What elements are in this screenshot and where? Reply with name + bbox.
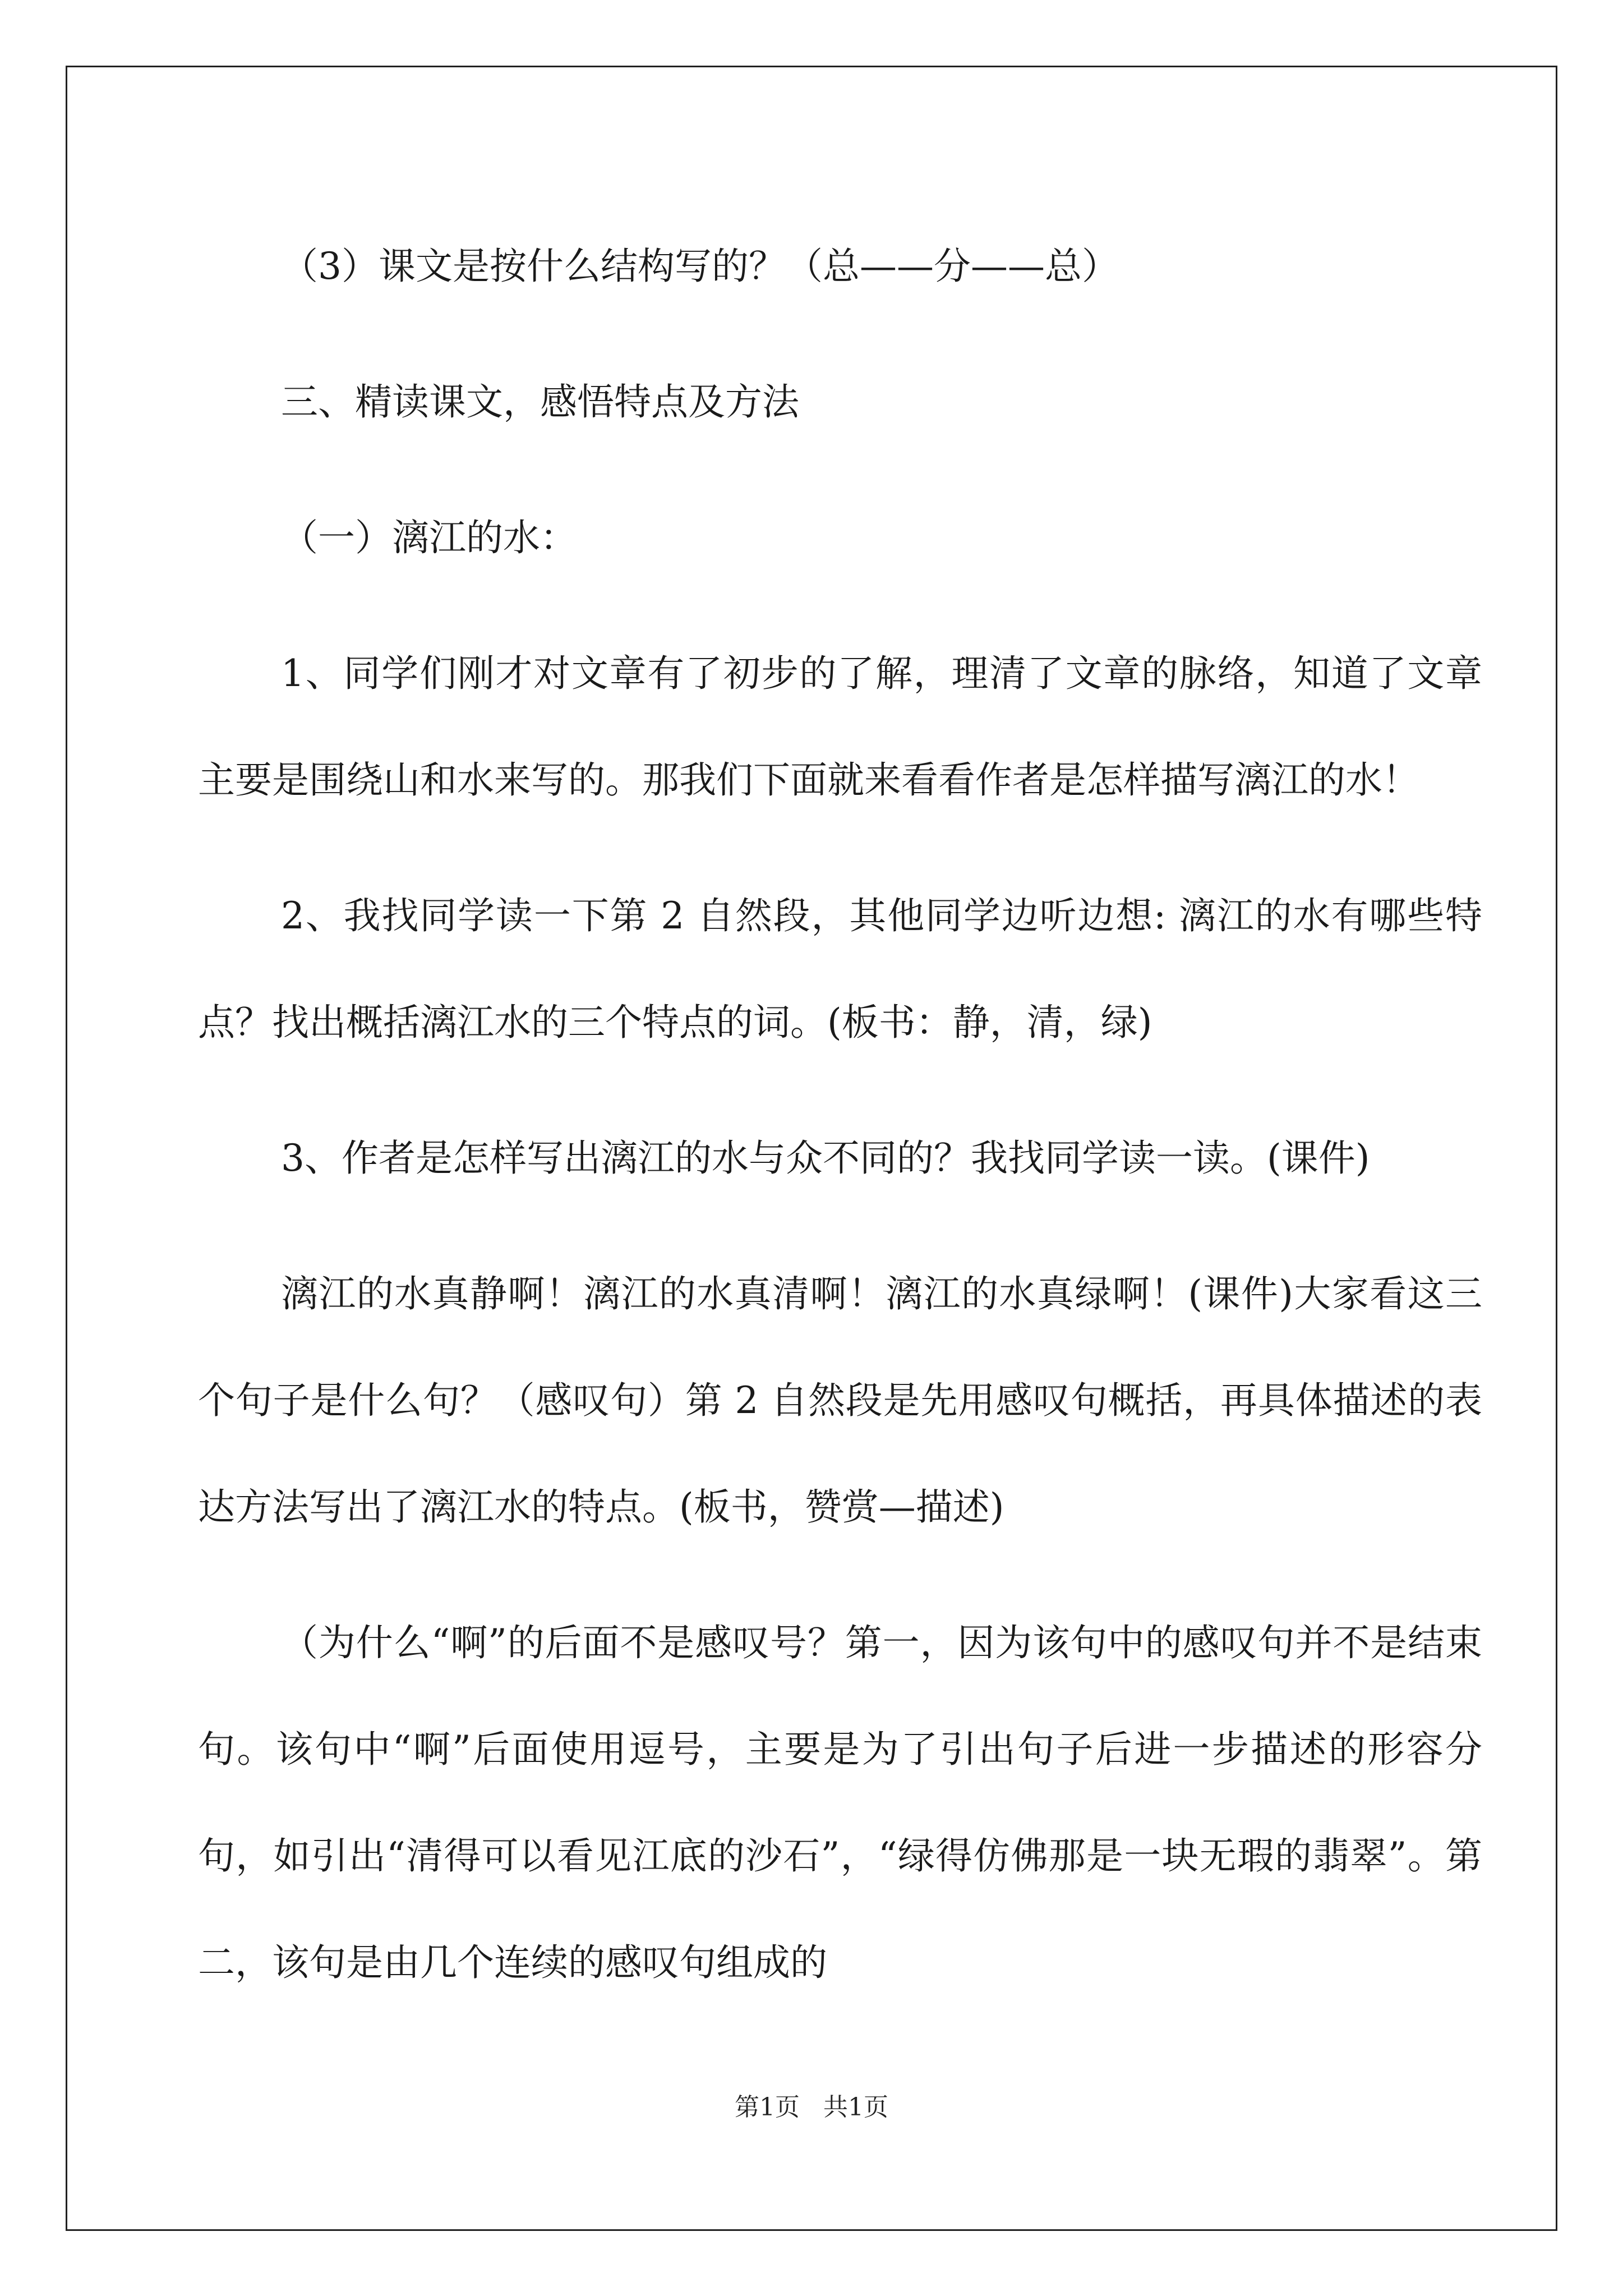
subheading-lijiang-water: （一）漓江的水： [281,516,577,559]
section-heading-close-reading: 三、精读课文，感悟特点及方法 [281,380,799,424]
paragraph-step-1: 1、同学们刚才对文章有了初步的了解，理清了文章的脉络，知道了文章主要是围绕山和水来写的。那我们下面就来看看作者是怎样描写漓江的水！ [198,652,1482,802]
document-body [198,213,1482,2045]
paragraph-exclamations: 漓江的水真静啊！漓江的水真清啊！漓江的水真绿啊！(课件)大家看这三个句子是什么句？（感叹句）第 2 自然段是先用感叹句概括，再具体描述的表达方法写出了漓江水的特点。(板书，赞赏—描述) [198,1272,1482,1529]
paragraph-step-3: 3、作者是怎样写出漓江的水与众不同的？我找同学读一读。(课件) [281,1137,1370,1180]
paragraph-question-3: （3）课文是按什么结构写的？（总——分——总） [281,245,1119,288]
page-number-footer: 第1页 共1页 [735,2093,888,2122]
paragraph-step-2: 2、我找同学读一下第 2 自然段，其他同学边听边想: 漓江的水有哪些特点？找出概括漓江水的三个特点的词。(板书：静，清，绿) [198,894,1482,1044]
paragraph-punctuation-note: （为什么“啊”的后面不是感叹号？第一，因为该句中的感叹句并不是结束句。该句中“啊”后面使用逗号，主要是为了引出句子后进一步描述的形容分句，如引出“清得可以看见江底的沙石”，“绿得仿佛那是一块无瑕的翡翠”。第二，该句是由几个连续的感叹句组成的 [198,1621,1482,1984]
